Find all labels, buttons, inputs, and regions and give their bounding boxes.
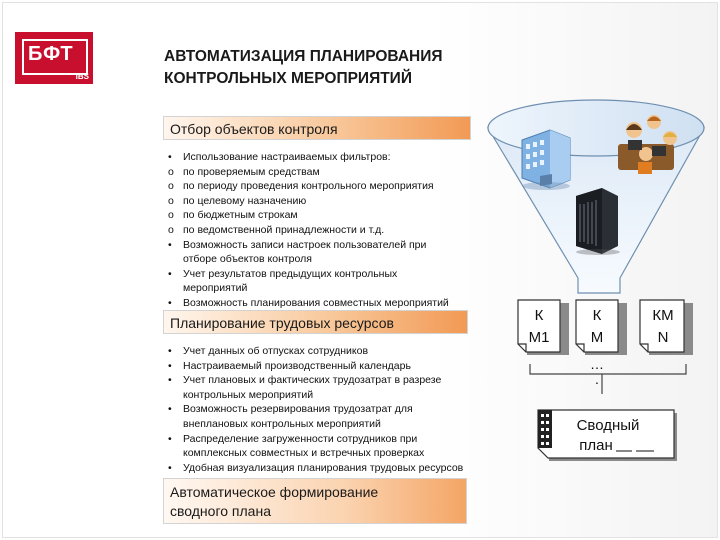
list-marker: • bbox=[168, 345, 172, 357]
list-marker: • bbox=[168, 461, 172, 474]
summary-header-line-1: Автоматическое формирование bbox=[170, 484, 379, 500]
list-marker: • bbox=[168, 151, 172, 163]
title-line-2: КОНТРОЛЬНЫХ МЕРОПРИЯТИЙ bbox=[164, 70, 412, 87]
list-marker: o bbox=[168, 165, 174, 178]
list-marker: o bbox=[168, 194, 174, 207]
list-marker: • bbox=[168, 267, 172, 280]
list-item bbox=[168, 432, 463, 447]
list-marker: • bbox=[168, 432, 172, 445]
labor-feature-list bbox=[168, 344, 463, 475]
list-item-text: Распределение загруженности сотрудников при bbox=[183, 432, 418, 445]
list-item bbox=[168, 165, 449, 180]
list-marker: o bbox=[168, 180, 174, 193]
list-item-text: контрольных мероприятий bbox=[183, 388, 314, 401]
selection-feature-list bbox=[168, 150, 449, 311]
list-item bbox=[168, 252, 449, 267]
list-item-text: Возможность резервирования трудозатрат для bbox=[183, 403, 413, 416]
cards-bracket bbox=[530, 364, 686, 374]
list-marker: o bbox=[168, 223, 174, 236]
list-item-text: Учет данных об отпусках сотрудников bbox=[183, 345, 369, 357]
list-item-text: по периоду проведения контрольного мероприятия bbox=[183, 180, 434, 193]
list-item-text: Учет плановых и фактических трудозатрат в разрезе bbox=[183, 374, 442, 387]
list-item bbox=[168, 417, 463, 432]
list-marker: • bbox=[168, 374, 172, 387]
building-icon bbox=[522, 130, 570, 190]
list-item bbox=[168, 223, 449, 238]
list-item bbox=[168, 446, 463, 461]
bft-logo bbox=[15, 32, 93, 84]
funnel-diagram bbox=[478, 88, 714, 540]
list-item bbox=[168, 388, 463, 403]
list-item bbox=[168, 194, 449, 209]
section-header-labor: Планирование трудовых ресурсов bbox=[163, 310, 468, 334]
list-item bbox=[168, 281, 449, 296]
card-1-line-2: М1 bbox=[528, 329, 550, 346]
card-1-line-1: К bbox=[534, 307, 544, 324]
list-item bbox=[168, 373, 463, 388]
page-title bbox=[164, 46, 443, 90]
list-item-text: отборе объектов контроля bbox=[183, 253, 312, 266]
list-marker: • bbox=[168, 359, 172, 372]
list-marker: • bbox=[168, 403, 172, 416]
plan-card-km bbox=[576, 300, 627, 355]
list-item-text: Удобная визуализация планирования трудовых ресурсов bbox=[183, 461, 464, 474]
list-marker: o bbox=[168, 209, 174, 222]
list-item-text: по целевому назначению bbox=[183, 194, 307, 207]
summary-line-2: план bbox=[579, 437, 613, 454]
list-item-text: Настраиваемый производственный календарь bbox=[183, 359, 411, 372]
list-item-text: мероприятий bbox=[183, 282, 248, 295]
list-item-text: Использование настраиваемых фильтров: bbox=[183, 151, 391, 163]
server-rack-icon bbox=[576, 188, 620, 255]
summary-header-line-2: сводного плана bbox=[170, 503, 271, 519]
plan-card-km1 bbox=[518, 300, 569, 355]
list-item bbox=[168, 461, 463, 476]
list-item-text: внеплановых контрольных мероприятий bbox=[183, 417, 381, 430]
list-marker: • bbox=[168, 296, 172, 309]
list-item bbox=[168, 344, 463, 359]
logo-subtext: IBS bbox=[75, 72, 89, 81]
list-item bbox=[168, 179, 449, 194]
cards-ellipsis: … bbox=[590, 356, 604, 372]
list-item bbox=[168, 359, 463, 374]
card-2-line-1: К bbox=[592, 307, 602, 324]
list-item bbox=[168, 238, 449, 253]
card-3-line-2: N bbox=[657, 329, 669, 346]
section-header-summary-plan bbox=[163, 478, 467, 524]
card-2-line-2: М bbox=[590, 329, 604, 346]
list-marker: • bbox=[168, 238, 172, 251]
card-3-line-1: КМ bbox=[652, 307, 674, 324]
logo-border bbox=[22, 39, 88, 75]
list-item-text: Возможность планирования совместных мероприятий bbox=[183, 296, 449, 309]
list-item bbox=[168, 208, 449, 223]
summary-plan-card bbox=[538, 410, 677, 461]
list-item-text: по ведомственной принадлежности и т.д. bbox=[183, 223, 385, 236]
section-header-selection: Отбор объектов контроля bbox=[163, 116, 471, 140]
list-item bbox=[168, 296, 449, 311]
summary-line-1: Сводный bbox=[576, 417, 640, 434]
list-item bbox=[168, 267, 449, 282]
logo-text: БФТ bbox=[28, 43, 74, 65]
list-item bbox=[168, 150, 449, 165]
list-item-text: по проверяемым средствам bbox=[183, 165, 320, 178]
cards-dot: . bbox=[595, 371, 599, 387]
plan-card-kmn bbox=[640, 300, 693, 355]
filmstrip-icon bbox=[538, 410, 552, 448]
list-item-text: по бюджетным строкам bbox=[183, 209, 298, 222]
list-item-text: Возможность записи настроек пользователей при bbox=[183, 238, 427, 251]
list-item bbox=[168, 402, 463, 417]
list-item-text: Учет результатов предыдущих контрольных bbox=[183, 267, 398, 280]
title-line-1: АВТОМАТИЗАЦИЯ ПЛАНИРОВАНИЯ bbox=[164, 48, 443, 65]
list-item-text: комплексных совместных и встречных проверках bbox=[183, 447, 425, 460]
